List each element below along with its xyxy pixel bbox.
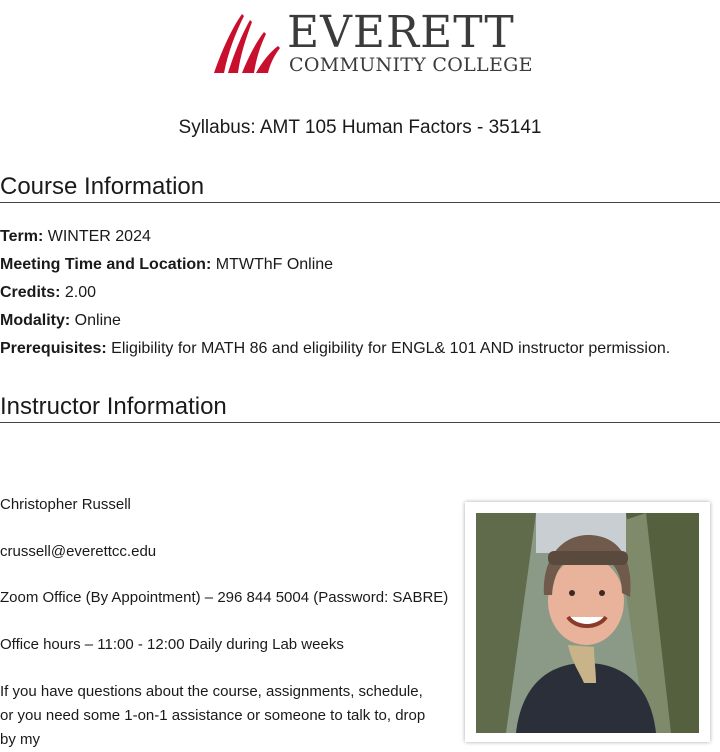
meeting-row — [0, 255, 333, 275]
modality-value: Online — [74, 312, 121, 329]
course-info-heading: Course Information — [0, 172, 720, 203]
term-value: WINTER 2024 — [47, 228, 151, 245]
instructor-info-heading: Instructor Information — [0, 392, 720, 423]
logo-arcs-icon — [212, 10, 284, 76]
credits-label: Credits: — [0, 284, 61, 301]
credits-row — [0, 283, 96, 303]
logo-wordmark: EVERETT — [287, 7, 515, 58]
credits-value: 2.00 — [64, 284, 97, 301]
instructor-photo-image — [476, 513, 699, 733]
college-logo — [212, 7, 533, 76]
term-row — [0, 227, 151, 247]
zoom-office: Zoom Office (By Appointment) – 296 844 5004 (Password: SABRE) — [0, 589, 449, 606]
instructor-note: If you have questions about the course, assignments, schedule, or you need some 1-on-1 assistance or someone to talk to, drop by my — [0, 683, 426, 748]
logo-subtitle: COMMUNITY COLLEGE — [289, 54, 533, 76]
instructor-photo — [465, 502, 710, 742]
term-label: Term: — [0, 228, 44, 245]
modality-label: Modality: — [0, 312, 71, 329]
prerequisites-row — [0, 339, 670, 359]
page-title: Syllabus: AMT 105 Human Factors - 35141 — [178, 117, 542, 138]
instructor-email[interactable]: crussell@everettcc.edu — [0, 543, 157, 560]
prerequisites-value: Eligibility for MATH 86 and eligibility for ENGL& 101 AND instructor permission. — [111, 340, 671, 357]
meeting-label: Meeting Time and Location: — [0, 256, 212, 273]
meeting-value: MTWThF Online — [215, 256, 334, 273]
prerequisites-label: Prerequisites: — [0, 340, 107, 357]
modality-row — [0, 311, 121, 331]
instructor-name: Christopher Russell — [0, 496, 131, 513]
office-hours: Office hours – 11:00 - 12:00 Daily during Lab weeks — [0, 636, 344, 653]
